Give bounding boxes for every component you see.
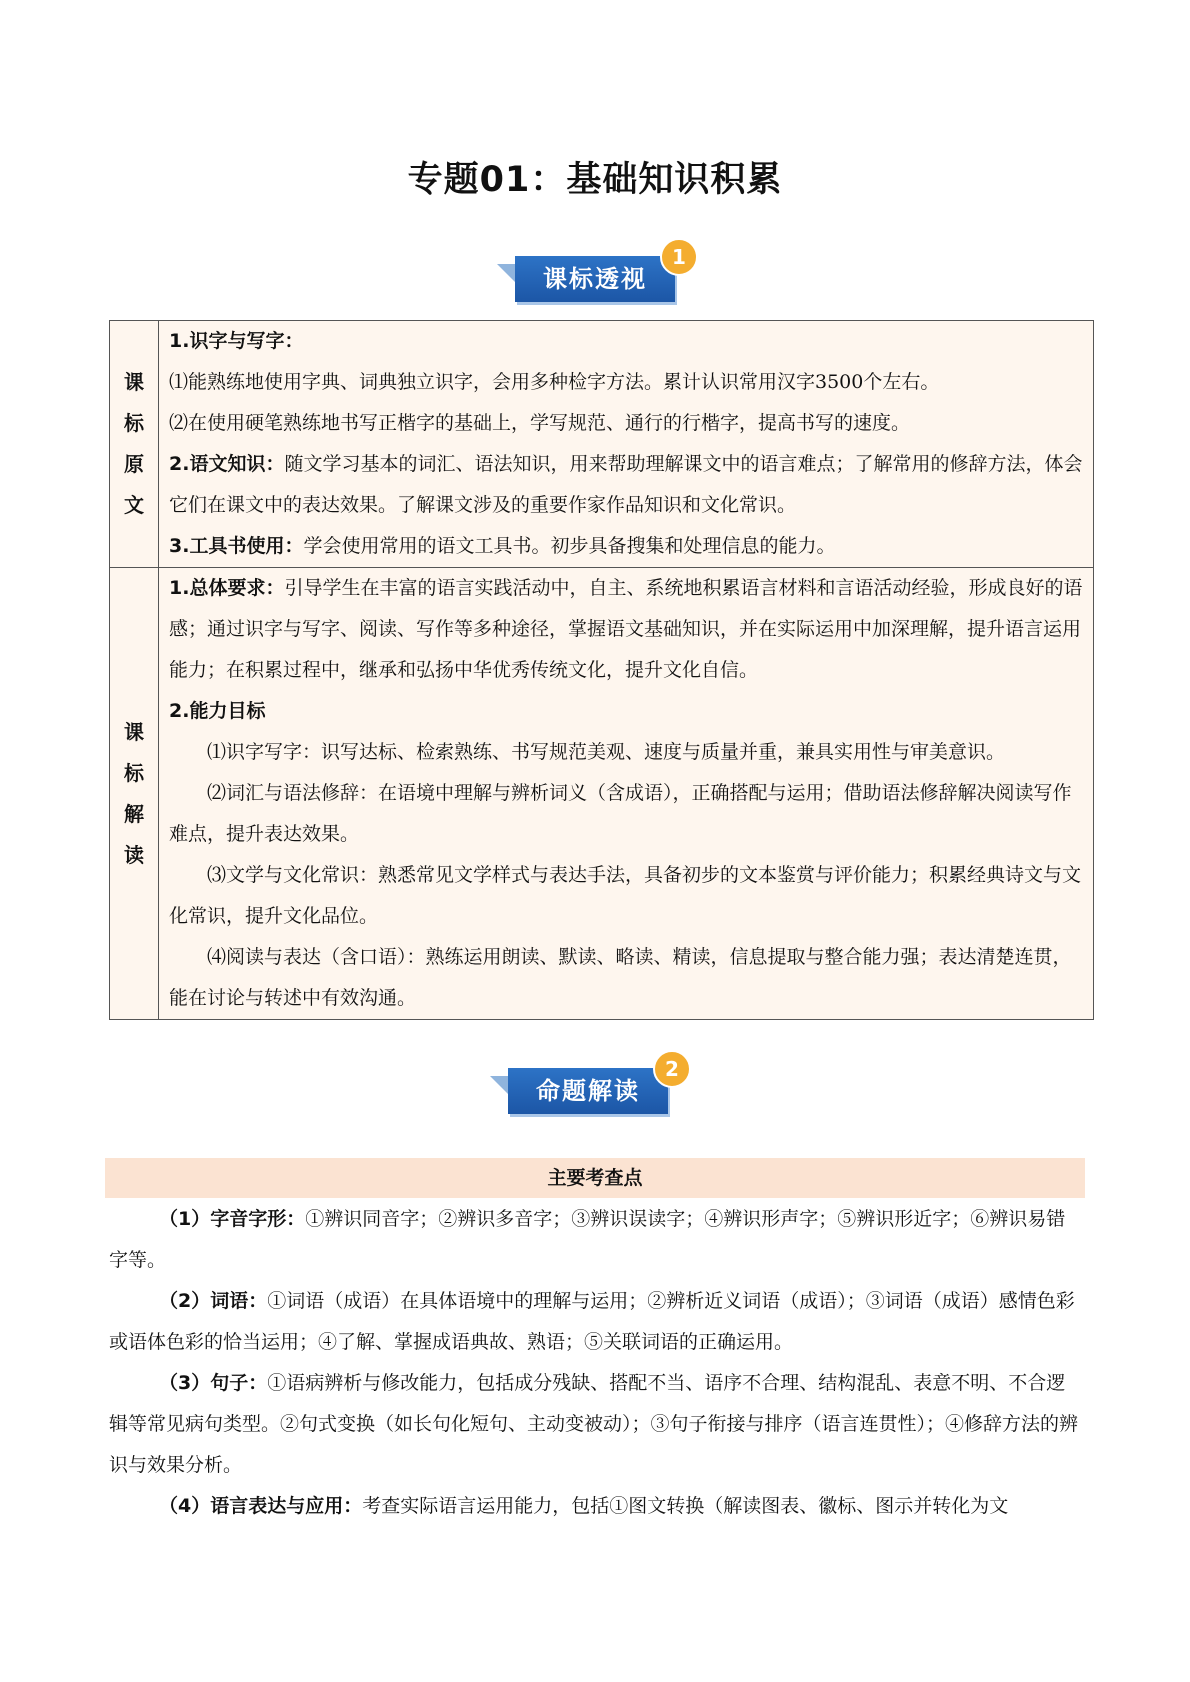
section-banner-1: [497, 238, 697, 310]
paragraph-text: 随文学习基本的词汇、语法知识，用来帮助理解课文中的语言难点；了解常用的修辞方法，体会它们在课文中的表达效果。了解课文涉及的重要作家作品知识和文化常识。: [169, 453, 1083, 516]
exam-point-label: （2）词语：: [159, 1290, 268, 1312]
exam-point-text: ①词语（成语）在具体语境中的理解与运用；②辨析近义词语（成语）；③词语（成语）感情色彩或语体色彩的恰当运用；④了解、掌握成语典故、熟语；⑤关联词语的正确运用。: [109, 1290, 1075, 1353]
paragraph-label: 1.总体要求：: [169, 577, 285, 599]
row-label-char: 标: [124, 760, 144, 785]
heading-ability-goals: 2.能力目标: [169, 700, 266, 722]
row-content-interpretation: [159, 568, 1094, 1020]
row-label-char: 读: [124, 842, 144, 867]
row-content-original: [159, 321, 1094, 568]
exam-point: [109, 1486, 1083, 1527]
row-label-char: 课: [124, 719, 144, 744]
table-row-original-text: [110, 321, 1094, 568]
paragraph-reference-books: [169, 526, 1083, 567]
paragraph-text: 学会使用常用的语文工具书。初步具备搜集和处理信息的能力。: [303, 535, 836, 557]
exam-point: [109, 1363, 1083, 1486]
exam-point: [109, 1281, 1083, 1363]
ability-item: ⑷阅读与表达（含口语）：熟练运用朗读、默读、略读、精读，信息提取与整合能力强；表达清楚连贯，能在讨论与转述中有效沟通。: [169, 946, 1072, 1009]
exam-point-label: （3）句子：: [159, 1372, 268, 1394]
ability-text: ⑴识字写字：识写达标、检索熟练、书写规范美观、速度与质量并重，兼具实用性与审美意识。: [207, 741, 1006, 763]
item-line: ⑵在使用硬笔熟练地书写正楷字的基础上，学写规范、通行的行楷字，提高书写的速度。: [169, 412, 911, 434]
row-label-char: 文: [124, 493, 144, 517]
exam-point-text: ①语病辨析与修改能力，包括成分残缺、搭配不当、语序不合理、结构混乱、表意不明、不合逻辑等常见病句类型。②句式变换（如长句化短句、主动变被动）；③句子衔接与排序（语言连贯性）；④修辞方法的辨识与效果分析。: [109, 1372, 1079, 1476]
item-line: ⑴能熟练地使用字典、词典独立识字，会用多种检字方法。累计认识常用汉字3500个左右。: [169, 371, 940, 393]
exam-points-list: [109, 1199, 1083, 1527]
row-label-char: 解: [124, 801, 144, 826]
exam-point-label: （4）语言表达与应用：: [159, 1495, 363, 1517]
ability-item: [169, 732, 1083, 773]
page-title: 专题01：基础知识积累: [407, 160, 783, 200]
paragraph-overall-requirement: [169, 568, 1083, 691]
section-label: 命题解读: [536, 1077, 640, 1105]
section-number-badge: 2: [653, 1050, 691, 1088]
exam-point: [109, 1199, 1083, 1281]
curriculum-table: [109, 320, 1094, 1020]
exam-point-text: 考查实际语言运用能力，包括①图文转换（解读图表、徽标、图示并转化为文: [362, 1495, 1009, 1517]
exam-point-text: ①辨识同音字；②辨识多音字；③辨识误读字；④辨识形声字；⑤辨识形近字；⑥辨识易错字等。: [109, 1208, 1066, 1271]
row-label-original: [110, 321, 159, 568]
ability-item: ⑵词汇与语法修辞：在语境中理解与辨析词义（含成语），正确搭配与运用；借助语法修辞解决阅读写作难点，提升表达效果。: [169, 782, 1072, 845]
row-label-char: 原: [124, 452, 144, 476]
ability-item: ⑶文学与文化常识：熟悉常见文学样式与表达手法，具备初步的文本鉴赏与评价能力；积累经典诗文与文化常识，提升文化品位。: [169, 864, 1082, 927]
heading-literacy: 1.识字与写字：: [169, 330, 304, 352]
paragraph-label: 2.语文知识：: [169, 453, 285, 475]
section-number-badge: 1: [660, 238, 698, 276]
exam-point-label: （1）字音字形：: [159, 1208, 306, 1230]
section-label: 课标透视: [543, 265, 647, 293]
section-banner-2: [490, 1050, 690, 1122]
paragraph-text: 引导学生在丰富的语言实践活动中，自主、系统地积累语言材料和言语活动经验，形成良好的语感；通过识字与写字、阅读、写作等多种途径，掌握语文基础知识，并在实际运用中加深理解，提升语言运用能力；在积累过程中，继承和弘扬中华优秀传统文化，提升文化自信。: [169, 577, 1083, 681]
points-heading: 主要考查点: [105, 1158, 1085, 1198]
table-row-interpretation: [110, 568, 1094, 1020]
row-label-char: 标: [124, 411, 144, 435]
row-label-interpretation: [110, 568, 159, 1020]
row-label-char: 课: [124, 370, 144, 394]
paragraph-label: 3.工具书使用：: [169, 535, 304, 557]
paragraph-language-knowledge: [169, 444, 1083, 526]
